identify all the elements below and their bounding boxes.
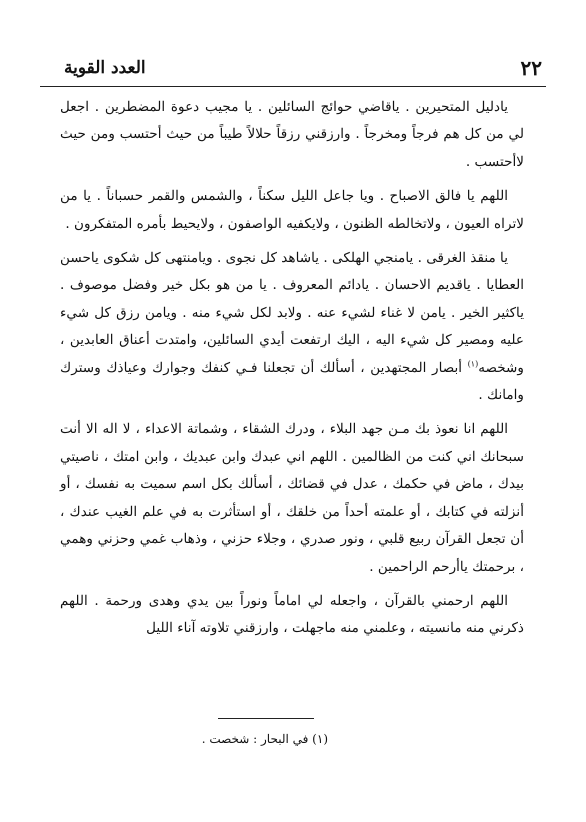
running-header [40, 56, 546, 87]
page-number: ٢٢ [520, 56, 542, 80]
paragraph-3-continuation: أبصار المجتهدين ، أسألك أن تجعلنا فـي كنفك وجوارك وعياذك وسترك وامانك . [60, 359, 524, 404]
paragraph-5: اللهم ارحمني بالقرآن ، واجعله لي اماماً ونوراً بين يدي وهدى ورحمة . اللهم ذكرني منه مانسيته ، وعلمني منه ماجهلت ، وارزقني تلاوته آناء الليل [60, 592, 524, 637]
body-text [60, 94, 524, 650]
paragraph-2: اللهم يا فالق الاصباح . ويا جاعل الليل سكناً ، والشمس والقمر حسباناً . يا من لاتراه العيون ، ولاتخالطه الظنون ، ولايكفيه الواصفون ، ولايحيط بأمره المتفكرون . [60, 188, 524, 232]
paragraph-3 [60, 245, 524, 409]
paragraph-3-text: يا منقذ الغرقى . يامنجي الهلكى . ياشاهد كل نجوى . ويامنتهى كل شكوى ياحسن العطايا . ياقديم الاحسان . يادائم المعروف . يا من هو بكل خير وفضل موصوف . ياكثير الخير . يامن لا غناء لشيء عنه . ولابد لكل شيء منه . ويامن رزق كل شيء عليه ومصير كل شيء اليه ، اليك ارتفعت أيدي السائلين، وامتدت أعناق العابدين ، وشخصه [60, 250, 524, 376]
running-title: العدد القوية [64, 58, 146, 78]
footnote-marker: (١) [467, 359, 479, 369]
paragraph-4: اللهم انا نعوذ بك مـن جهد البلاء ، ودرك الشقاء ، وشماتة الاعداء ، لا اله الا أنت سبحانك اني كنت من الظالمين . اللهم اني عبدك وابن عبديك ، وابن امتك ، ناصيتي بيدك ، ماض في حكمك ، عدل في قضائك ، أسألك بكل اسم سميت به نفسك ، أو أنزلته في كتابك ، أو علمته أحداً من خلقك ، أو استأثرت به في علم الغيب عندك ، أن تجعل القرآن ربيع قلبي ، ونور صدري ، وجلاء حزني ، وذهاب غمي وحزني وهمي ، برحمتك ياأرحم الراحمين . [60, 421, 524, 575]
paragraph-1: يادليل المتحيرين . ياقاضي حوائج السائلين . يا مجيب دعوة المضطرين . اجعل لي من كل هم فرجاً ومخرجاً . وارزقني رزقاً حلالاً طيباً من حيث أحتسب ومن حيث لاأحتسب . [60, 99, 524, 170]
footnote: (١) في البحار : شخصت . [201, 732, 328, 746]
footnote-separator [218, 718, 314, 719]
